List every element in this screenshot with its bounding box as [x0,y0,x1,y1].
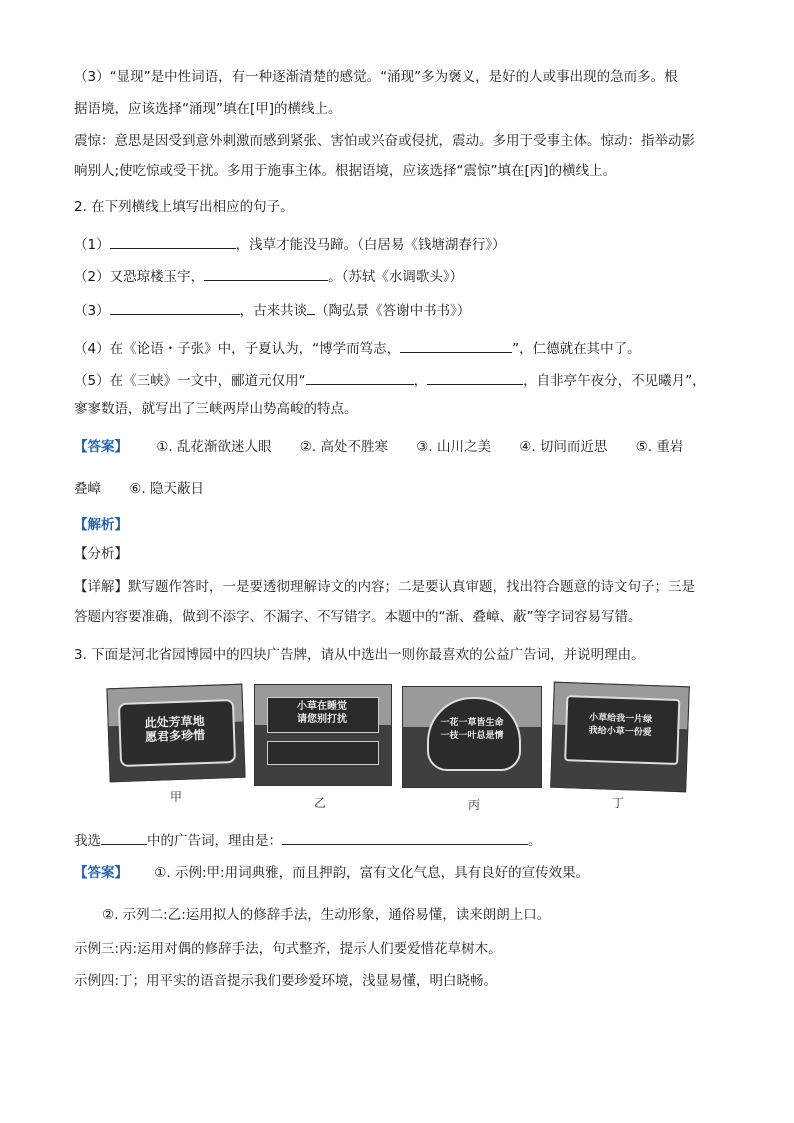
item-text: 。 [528,833,542,849]
sign-text: 小草在睡觉 请您别打扰 [297,701,347,725]
answer-item-cont: 叠嶂 [74,481,101,497]
answer-item: ②. 高处不胜寒 [299,439,388,455]
sign-text: 小草给我一片绿 我给小草一份爱 [588,712,653,739]
question-2-title: 2. 在下列横线上填写出相应的句子。 [74,199,294,215]
item-text: （5）在《三峡》一文中，郦道元仅用“ [74,373,306,389]
answer-item: ⑥. 隐天蔽日 [129,481,204,497]
text-line: （3）“显现”是中性词语，有一种逐渐清楚的感觉。“涌现”多为褒义，是好的人或事出现的急而多。根 [74,69,678,85]
answer-blank[interactable] [427,370,523,385]
answer-item: ⑤. 重岩 [635,439,684,455]
question-2-item-4 [74,338,724,358]
item-text: 。（苏轼《水调歌头》） [328,269,464,285]
answer-blank[interactable] [101,830,147,845]
detail-line: 答题内容要准确，做到不添字、不漏字、不写错字。本题中的“渐、叠嶂、蔽”等字词容易写错。 [74,609,642,625]
item-text: ， [413,373,428,389]
answer-tag: 【答案】 [74,865,128,881]
photo-bing [402,686,542,788]
item-text: 中的广告词，理由是： [147,833,282,849]
question-2-item-1 [74,234,724,254]
photo-yi [254,684,392,786]
item-prefix: （1） [74,237,110,253]
answer-row-cont [74,480,724,498]
answer-blank[interactable] [204,266,328,281]
answer-3-row [74,864,724,882]
choose-line [74,830,724,850]
question-3-title: 3. 下面是河北省园博园中的四块广告牌，请从中选出一则你最喜欢的公益广告词，并说明理由。 [74,647,645,663]
question-2-item-3 [74,300,724,320]
answer-blank[interactable] [400,338,512,353]
item-text: （2）又恐琼楼玉宇， [74,269,205,285]
sign-text: 一花一草皆生命 一枝一叶总是情 [440,718,504,741]
item-text: ，浅草才能没马蹄。（白居易《钱塘湖春行》） [235,237,506,253]
text-line: 震惊：意思是因受到意外刺激而感到紧张、害怕或兴奋或侵扰，震动。多用于受事主体。惊动：指举动影 [74,133,695,149]
question-2-item-5-cont: 寥寥数语，就写出了三峡两岸山势高峻的特点。 [74,401,358,417]
answer-tag: 【答案】 [74,439,128,455]
answer-blank[interactable] [110,300,240,315]
detail-line: 【详解】默写题作答时，一是要透彻理解诗文的内容；二是要认真审题，找出符合题意的诗文句子；三是 [74,579,695,595]
answer-row [74,438,724,456]
question-2-item-2 [74,266,724,286]
answer-blank[interactable] [306,370,414,385]
item-text: 我选 [74,833,101,849]
item-text: （陶弘景《答谢中书书》） [315,303,471,319]
answer-item: 示例三:丙:运用对偶的修辞手法，句式整齐，提示人们要爱惜花草树木。 [74,941,502,957]
item-text: （4）在《论语・子张》中，子夏认为，“博学而笃志， [74,341,401,357]
text-line: 响别人;使吃惊或受干扰。多用于施事主体。根据语境，应该选择“震惊”填在[丙]的横线上。 [74,163,617,179]
answer-item: ②. 示列二:乙:运用拟人的修辞手法，生动形象，通俗易懂，读来朗朗上口。 [102,907,551,923]
caption-jia: 甲 [170,790,183,804]
answer-blank[interactable] [282,830,528,845]
photo-ding [550,682,690,793]
answer-item: ①. 示例:甲:用词典雅，而且押韵，富有文化气息，具有良好的宣传效果。 [154,865,590,881]
caption-ding: 丁 [612,796,625,810]
question-2-item-5 [74,370,724,390]
fenxi-tag: 【分析】 [74,546,128,562]
answer-item: 示例四:丁；用平实的语音提示我们要珍爱环境，浅显易懂，明白晓畅。 [74,973,498,989]
item-prefix: （3） [74,303,110,319]
item-text: ，自非亭午夜分，不见曦月”， [523,373,706,389]
signboard-photos [108,682,688,812]
answer-item: ④. 切问而近思 [519,439,608,455]
item-text: ，古来共谈 [239,303,308,319]
text-line: 据语境，应该选择“涌现”填在[甲]的横线上。 [74,101,342,117]
caption-yi: 乙 [314,796,327,810]
answer-blank[interactable] [307,300,315,315]
item-text: ”，仁德就在其中了。 [512,341,641,357]
answer-blank[interactable] [110,234,236,249]
photo-jia [106,684,245,783]
sign-text: 此处芳草地 愿君多珍惜 [144,713,206,745]
caption-bing: 丙 [468,798,481,812]
answer-item: ③. 山川之美 [416,439,491,455]
analysis-tag: 【解析】 [74,517,128,533]
answer-item: ①. 乱花渐欲迷人眼 [156,439,272,455]
